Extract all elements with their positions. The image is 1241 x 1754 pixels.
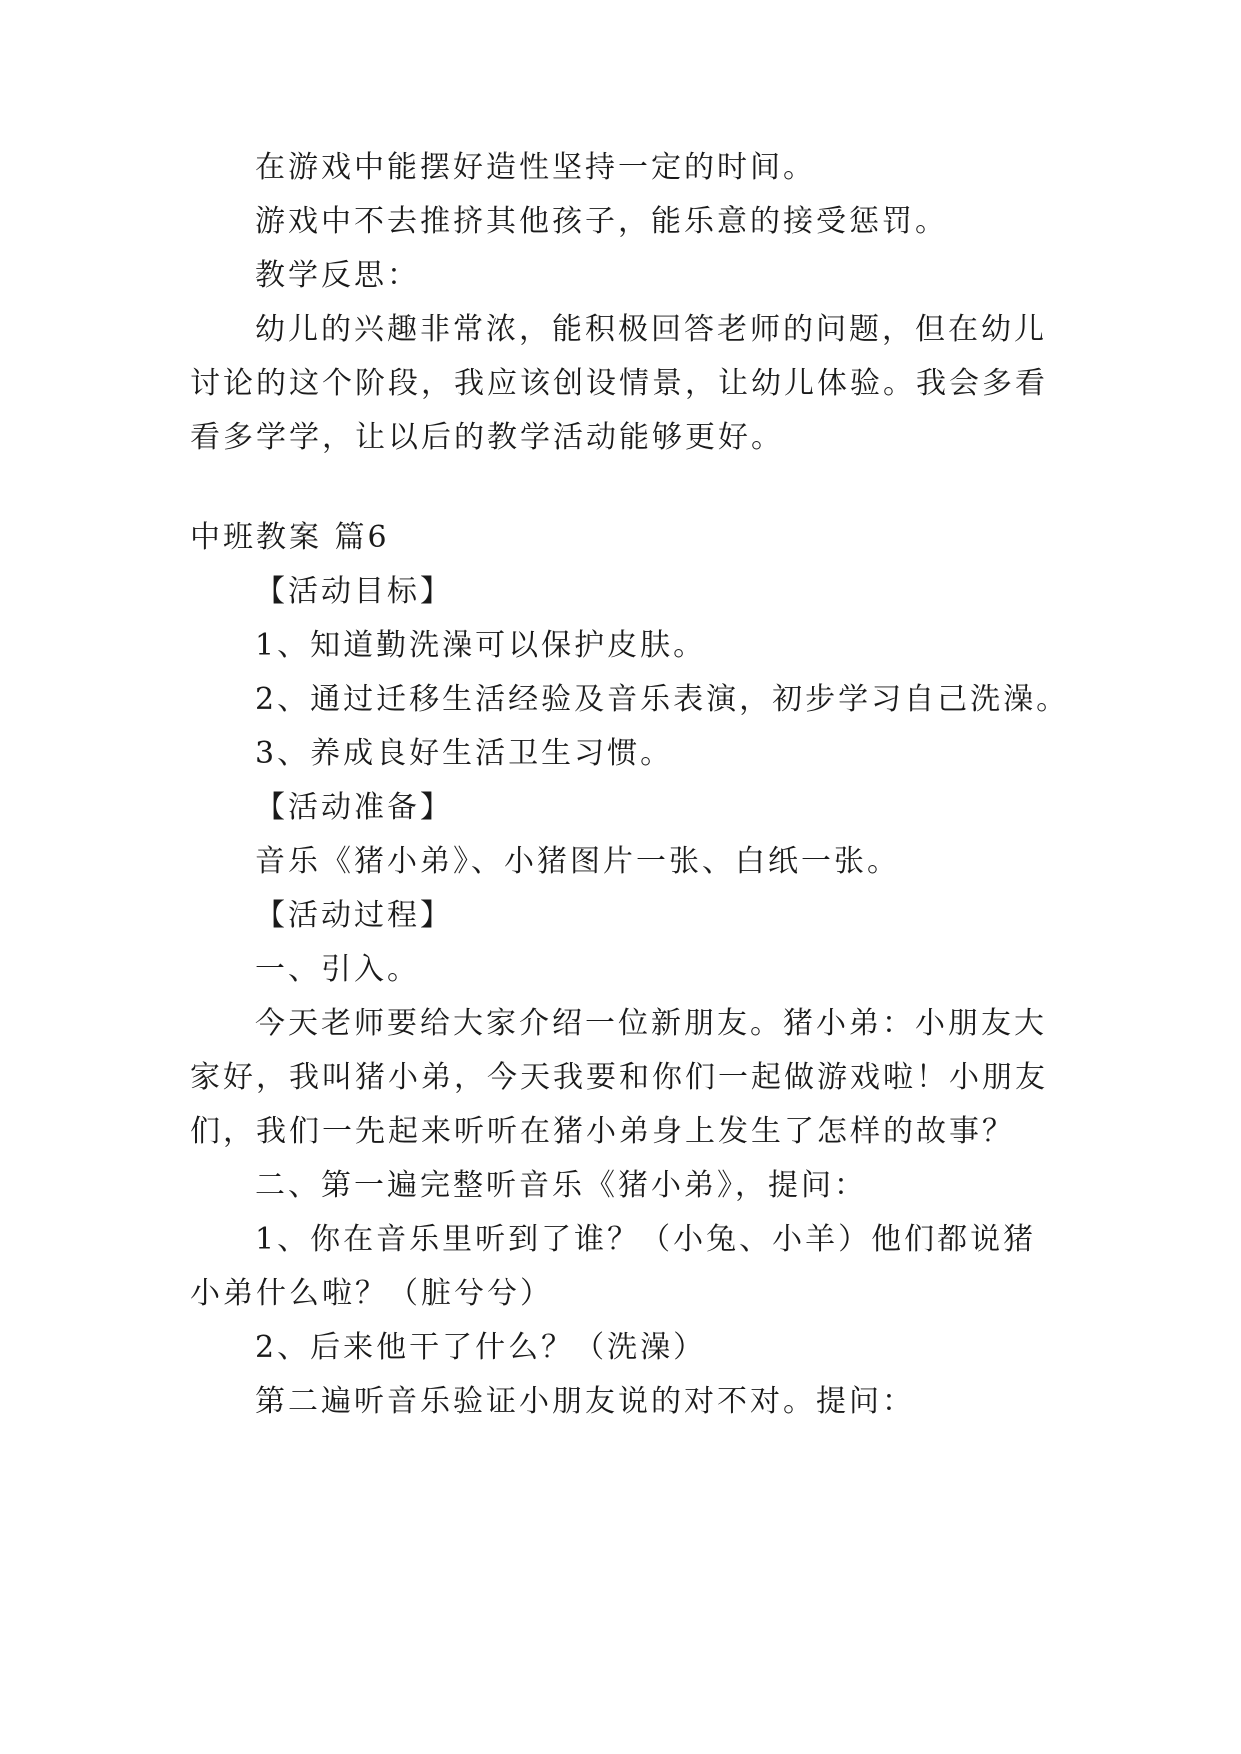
paragraph-continuation: 看多学学，让以后的教学活动能够更好。	[190, 420, 784, 455]
paragraph: 今天老师要给大家介绍一位新朋友。猪小弟：小朋友大	[255, 1006, 1047, 1041]
process-heading: 【活动过程】	[255, 898, 453, 933]
prep-text: 音乐《猪小弟》、小猪图片一张、白纸一张。	[255, 844, 900, 879]
paragraph: 在游戏中能摆好造性坚持一定的时间。	[255, 150, 816, 185]
paragraph: 第二遍听音乐验证小朋友说的对不对。提问：	[255, 1384, 915, 1419]
paragraph-continuation: 家好，我叫猪小弟，今天我要和你们一起做游戏啦！小朋友	[190, 1060, 1048, 1095]
paragraph: 幼儿的兴趣非常浓，能积极回答老师的问题，但在幼儿	[255, 312, 1047, 347]
question-continuation: 小弟什么啦？（脏兮兮）	[190, 1276, 553, 1311]
goal-item: 3、养成良好生活卫生习惯。	[255, 736, 674, 771]
paragraph: 游戏中不去推挤其他孩子，能乐意的接受惩罚。	[255, 204, 948, 239]
goals-heading: 【活动目标】	[255, 574, 453, 609]
prep-heading: 【活动准备】	[255, 790, 453, 825]
question-item: 2、后来他干了什么？（洗澡）	[255, 1330, 707, 1365]
goal-item: 2、通过迁移生活经验及音乐表演，初步学习自己洗澡。	[255, 682, 1070, 717]
step-heading: 二、第一遍完整听音乐《猪小弟》，提问：	[255, 1168, 867, 1203]
question-item: 1、你在音乐里听到了谁？（小兔、小羊）他们都说猪	[255, 1222, 1037, 1257]
section-title: 中班教案 篇6	[190, 520, 390, 555]
goal-item: 1、知道勤洗澡可以保护皮肤。	[255, 628, 707, 663]
paragraph-continuation: 们，我们一先起来听听在猪小弟身上发生了怎样的故事？	[190, 1114, 1015, 1149]
step-heading: 一、引入。	[255, 952, 420, 987]
paragraph-continuation: 讨论的这个阶段，我应该创设情景，让幼儿体验。我会多看	[190, 366, 1048, 401]
reflection-heading: 教学反思：	[255, 258, 420, 293]
